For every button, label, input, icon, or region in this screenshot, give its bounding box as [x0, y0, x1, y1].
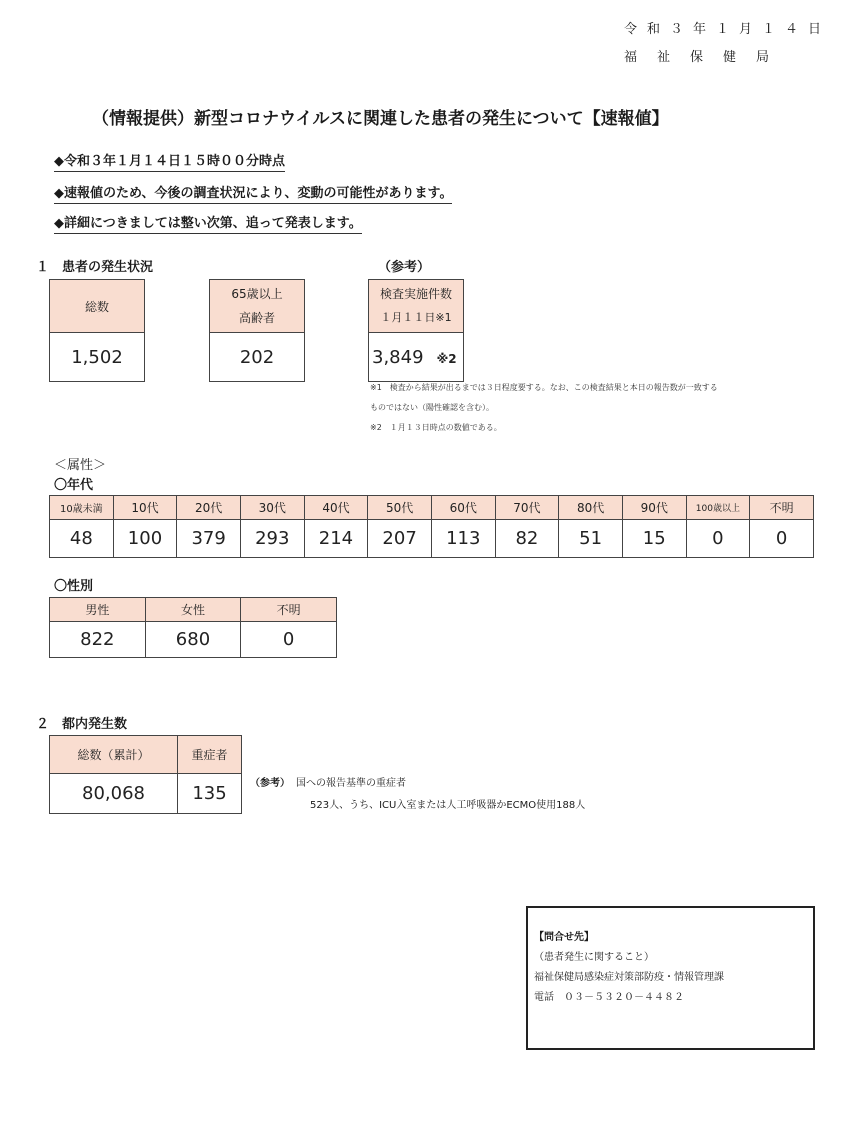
gender-header-unknown: 不明: [241, 598, 337, 622]
gender-value-row: [50, 622, 337, 658]
age-value-30s: 293: [240, 520, 304, 558]
age-value-10s: 100: [113, 520, 177, 558]
age-header-100plus: 100歳以上: [686, 496, 750, 520]
tests-value-cell: [369, 333, 464, 382]
cumulative-total-label: 総数（累計）: [50, 736, 178, 774]
age-title: 〇年代: [54, 478, 94, 493]
age-table: [49, 495, 814, 558]
section2-note-line2: 523人、うち、ICU入室または人工呼吸器かECMO使用188人: [310, 800, 586, 811]
tests-value: 3,849: [372, 346, 424, 368]
tests-table: [368, 279, 464, 382]
tests-label-line2: １月１１日※1: [380, 311, 452, 324]
tests-label-line1: 検査実施件数: [379, 287, 452, 301]
age-header-60s: 60代: [431, 496, 495, 520]
section2-note-label: （参考）: [250, 778, 290, 789]
age-value-80s: 51: [559, 520, 623, 558]
severe-cases-value: 135: [178, 774, 242, 814]
age-header-50s: 50代: [368, 496, 432, 520]
age-header-30s: 30代: [240, 496, 304, 520]
gender-table: [49, 597, 337, 658]
elderly-label-line2: 高齢者: [238, 311, 275, 325]
elderly-value: 202: [210, 333, 305, 382]
notice-details: ◆詳細につきましては整い次第、追って発表します。: [54, 212, 362, 234]
notice-preliminary: ◆速報値のため、今後の調査状況により、変動の可能性があります。: [54, 182, 452, 204]
section2-note-line1: 国への報告基準の重症者: [296, 778, 406, 789]
age-value-70s: 82: [495, 520, 559, 558]
age-header-40s: 40代: [304, 496, 368, 520]
severe-cases-label: 重症者: [178, 736, 242, 774]
footnote-1-line1: ※1 検査から結果が出るまでは３日程度要する。なお、この検査結果と本日の報告数が一致する: [370, 383, 718, 392]
age-value-under10: 48: [50, 520, 114, 558]
gender-value-male: 822: [50, 622, 146, 658]
contact-division: 福祉保健局感染症対策部防疫・情報管理課: [534, 972, 724, 983]
tests-footnote-mark: ※2: [436, 351, 457, 366]
contact-heading: 【問合せ先】: [534, 932, 594, 943]
gender-header-male: 男性: [50, 598, 146, 622]
age-value-row: [50, 520, 814, 558]
document-date: 令和３年１月１４日: [624, 22, 832, 37]
section2-title: ２ 都内発生数: [36, 717, 128, 732]
total-cases-table: [49, 279, 145, 382]
age-header-80s: 80代: [559, 496, 623, 520]
tests-label: [369, 280, 464, 333]
total-cases-value: 1,502: [50, 333, 145, 382]
age-value-90s: 15: [622, 520, 686, 558]
age-header-90s: 90代: [622, 496, 686, 520]
section1-title: １ 患者の発生状況: [36, 260, 154, 275]
age-value-20s: 379: [177, 520, 241, 558]
footnote-1-line2: ものではない（陽性確認を含む）。: [370, 403, 494, 412]
reference-title: （参考）: [378, 260, 431, 275]
age-value-50s: 207: [368, 520, 432, 558]
gender-title: 〇性別: [54, 579, 94, 594]
age-value-60s: 113: [431, 520, 495, 558]
contact-phone: 電話 ０３－５３２０－４４８２: [534, 992, 684, 1003]
age-header-20s: 20代: [177, 496, 241, 520]
contact-box: [526, 906, 815, 1050]
gender-header-row: [50, 598, 337, 622]
age-value-unknown: 0: [750, 520, 814, 558]
document-title: （情報提供）新型コロナウイルスに関連した患者の発生について【速報値】: [92, 109, 669, 129]
total-cases-label: 総数: [50, 280, 145, 333]
tokyo-cases-table: [49, 735, 242, 814]
age-header-70s: 70代: [495, 496, 559, 520]
attributes-title: ＜属性＞: [54, 458, 107, 473]
gender-value-unknown: 0: [241, 622, 337, 658]
elderly-cases-table: [209, 279, 305, 382]
age-header-10s: 10代: [113, 496, 177, 520]
department-name: 福祉保健局: [624, 50, 790, 65]
contact-subject: （患者発生に関すること）: [534, 952, 654, 963]
elderly-label: [210, 280, 305, 333]
footnote-2: ※2 １月１３日時点の数値である。: [370, 423, 502, 432]
age-value-40s: 214: [304, 520, 368, 558]
gender-header-female: 女性: [145, 598, 241, 622]
age-value-100plus: 0: [686, 520, 750, 558]
cumulative-total-value: 80,068: [50, 774, 178, 814]
elderly-label-line1: 65歳以上: [231, 287, 283, 301]
gender-value-female: 680: [145, 622, 241, 658]
notice-time: ◆令和３年１月１４日１５時００分時点: [54, 150, 285, 172]
age-header-under10: 10歳未満: [50, 496, 114, 520]
age-header-row: [50, 496, 814, 520]
age-header-unknown: 不明: [750, 496, 814, 520]
